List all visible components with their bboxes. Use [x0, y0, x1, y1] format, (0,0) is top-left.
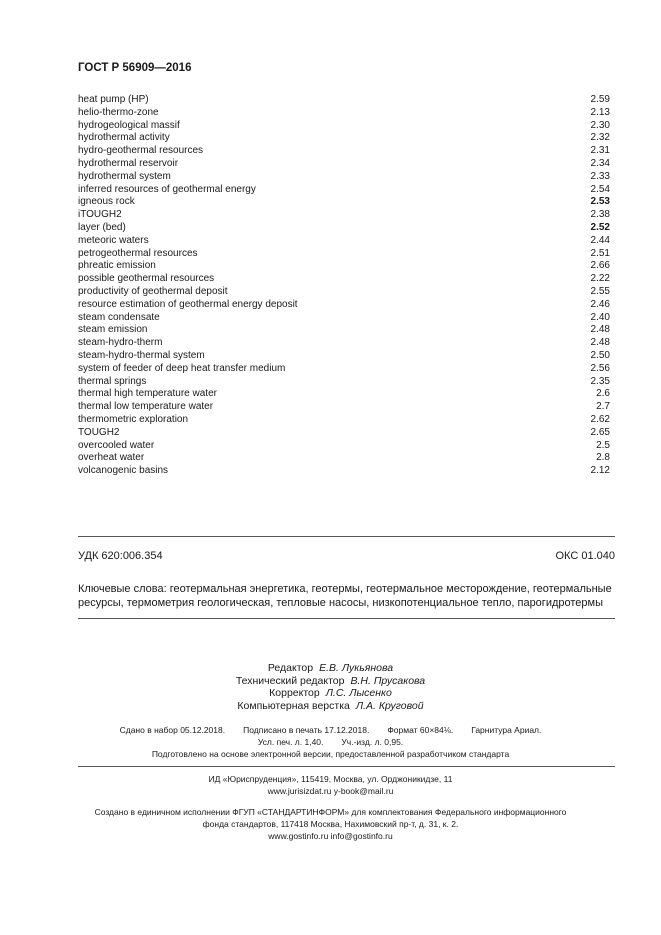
index-ref: 2.31 [590, 145, 610, 157]
index-term: hydro-geothermal resources [78, 145, 204, 157]
index-term: volcanogenic basins [78, 465, 169, 477]
index-ref: 2.7 [596, 401, 610, 413]
index-term: productivity of geothermal deposit [78, 285, 228, 297]
credit-name: Л.А. Круговой [355, 699, 424, 712]
index-row [78, 414, 610, 427]
credit-name: Е.В. Лукьянова [319, 662, 394, 674]
index-ref: 2.66 [590, 260, 610, 272]
index-row [78, 452, 610, 465]
index-term: steam emission [78, 324, 148, 336]
signed-date: Подписано в печать 17.12.2018. [243, 725, 370, 735]
index-ref: 2.33 [590, 170, 610, 182]
divider [78, 766, 615, 767]
index-row [78, 94, 610, 107]
index-term: inferred resources of geothermal energy [78, 183, 256, 195]
index-ref: 2.22 [590, 273, 610, 285]
credit-role: Редактор [267, 662, 314, 674]
index-ref: 2.54 [590, 183, 610, 195]
index-term: thermal high temperature water [78, 388, 217, 400]
index-ref: 2.59 [590, 94, 610, 105]
index-term: hydrogeological massif [78, 119, 180, 131]
index-row [78, 376, 610, 389]
index-row [78, 158, 610, 171]
index-term: thermal springs [78, 375, 147, 387]
footer-line-2: фонда стандартов, 117418 Москва, Нахимовский пр-т, д. 31, к. 2. [202, 819, 459, 829]
index-term: possible geothermal resources [78, 273, 215, 285]
index-row [78, 465, 610, 478]
index-ref: 2.30 [590, 119, 610, 131]
edition-sheets: Уч.-изд. л. 0,95. [341, 737, 404, 747]
index-row [78, 337, 610, 350]
document-header: ГОСТ Р 56909—2016 [78, 62, 192, 74]
index-row [78, 312, 610, 325]
index-ref: 2.32 [590, 132, 610, 144]
index-term: heat pump (HP) [78, 94, 149, 105]
index-term: resource estimation of geothermal energy deposit [78, 298, 298, 310]
index-ref: 2.35 [590, 375, 610, 387]
credit-line [0, 687, 661, 700]
index-row [78, 235, 610, 248]
credit-name: В.Н. Прусакова [350, 674, 426, 687]
index-term: thermal low temperature water [78, 401, 214, 413]
index-ref: 2.8 [596, 452, 610, 464]
index-row [78, 107, 610, 120]
index-row [78, 132, 610, 145]
credit-role: Корректор [269, 687, 320, 699]
credit-line [0, 675, 661, 688]
index-row [78, 388, 610, 401]
index-row [78, 145, 610, 158]
index-term: hydrothermal activity [78, 132, 170, 144]
index-row [78, 286, 610, 299]
index-term: overheat water [78, 452, 145, 464]
index-ref: 2.12 [590, 465, 610, 477]
index-row [78, 401, 610, 414]
index-term: layer (bed) [78, 221, 126, 233]
index-row [78, 209, 610, 222]
index-ref: 2.65 [590, 426, 610, 438]
oks-code: ОКС 01.040 [555, 550, 615, 562]
publisher-contacts: www.jurisizdat.ru y-book@mail.ru [267, 786, 394, 796]
index-row [78, 120, 610, 133]
index-row [78, 363, 610, 376]
index-term: thermometric exploration [78, 413, 189, 425]
divider [78, 618, 615, 619]
credit-role: Компьютерная верстка [237, 699, 350, 712]
index-term: steam-hydro-thermal system [78, 349, 205, 361]
index-row [78, 273, 610, 286]
prepared-note: Подготовлено на основе электронной версии, предоставленной разработчиком стандарта [151, 749, 510, 759]
index-row [78, 350, 610, 363]
publisher-info [0, 773, 661, 797]
credit-line [0, 700, 661, 713]
credit-line [0, 662, 661, 675]
index-row [78, 299, 610, 312]
index-ref: 2.38 [590, 209, 610, 221]
index-row [78, 222, 610, 235]
index-ref: 2.13 [590, 106, 610, 118]
credit-role: Технический редактор [235, 674, 345, 687]
index-row [78, 184, 610, 197]
index-term: phreatic emission [78, 260, 156, 272]
index-term: igneous rock [78, 196, 135, 208]
index-row [78, 196, 610, 209]
term-index [78, 94, 610, 478]
footer-info [0, 806, 661, 842]
index-term: hydrothermal system [78, 170, 171, 182]
index-term: TOUGH2 [78, 426, 120, 438]
font-info: Гарнитура Ариал. [471, 725, 542, 735]
index-term: overcooled water [78, 439, 155, 451]
index-ref: 2.62 [590, 413, 610, 425]
index-ref: 2.6 [596, 388, 610, 400]
index-term: helio-thermo-zone [78, 106, 159, 118]
index-row [78, 260, 610, 273]
index-ref: 2.50 [590, 349, 610, 361]
index-ref: 2.44 [590, 234, 610, 246]
index-term: system of feeder of deep heat transfer medium [78, 362, 286, 374]
footer-line-1: Создано в единичном исполнении ФГУП «СТАНДАРТИНФОРМ» для комплектования Федерального информационного [94, 807, 567, 817]
index-term: iTOUGH2 [78, 209, 122, 221]
credit-name: Л.С. Лысенко [325, 687, 392, 699]
index-ref: 2.34 [590, 157, 610, 169]
print-sheets: Усл. печ. л. 1,40. [257, 737, 324, 747]
index-ref: 2.51 [590, 247, 610, 259]
index-row [78, 171, 610, 184]
index-row [78, 440, 610, 453]
index-ref: 2.48 [590, 324, 610, 336]
index-row [78, 324, 610, 337]
credits-block [0, 662, 661, 712]
index-ref: 2.40 [590, 311, 610, 323]
index-term: steam-hydro-therm [78, 337, 163, 349]
index-ref: 2.46 [590, 298, 610, 310]
index-term: meteoric waters [78, 234, 149, 246]
index-ref: 2.56 [590, 362, 610, 374]
index-ref: 2.53 [590, 196, 610, 208]
classification-row [78, 550, 615, 562]
index-row [78, 427, 610, 440]
index-ref: 2.5 [596, 439, 610, 451]
print-info [0, 724, 661, 760]
udk-code: УДК 620:006.354 [78, 550, 163, 562]
index-term: petrogeothermal resources [78, 247, 198, 259]
index-term: steam condensate [78, 311, 160, 323]
footer-line-3: www.gostinfo.ru info@gostinfo.ru [268, 831, 393, 841]
index-ref: 2.52 [590, 221, 610, 233]
index-ref: 2.55 [590, 285, 610, 297]
index-term: hydrothermal reservoir [78, 157, 179, 169]
index-ref: 2.48 [590, 337, 610, 349]
index-row [78, 248, 610, 261]
keywords: Ключевые слова: геотермальная энергетика, геотермы, геотермальное месторождение, геотермальные ресурсы, термометрия геологическая, тепловые насосы, низкопотенциальное тепло, парогидротермы [78, 583, 612, 609]
publisher-address: ИД «Юриспруденция», 115419, Москва, ул. Орджоникидзе, 11 [208, 774, 453, 784]
submitted-date: Сдано в набор 05.12.2018. [119, 725, 226, 735]
divider [78, 536, 615, 537]
format: Формат 60×84⅛. [387, 725, 454, 735]
